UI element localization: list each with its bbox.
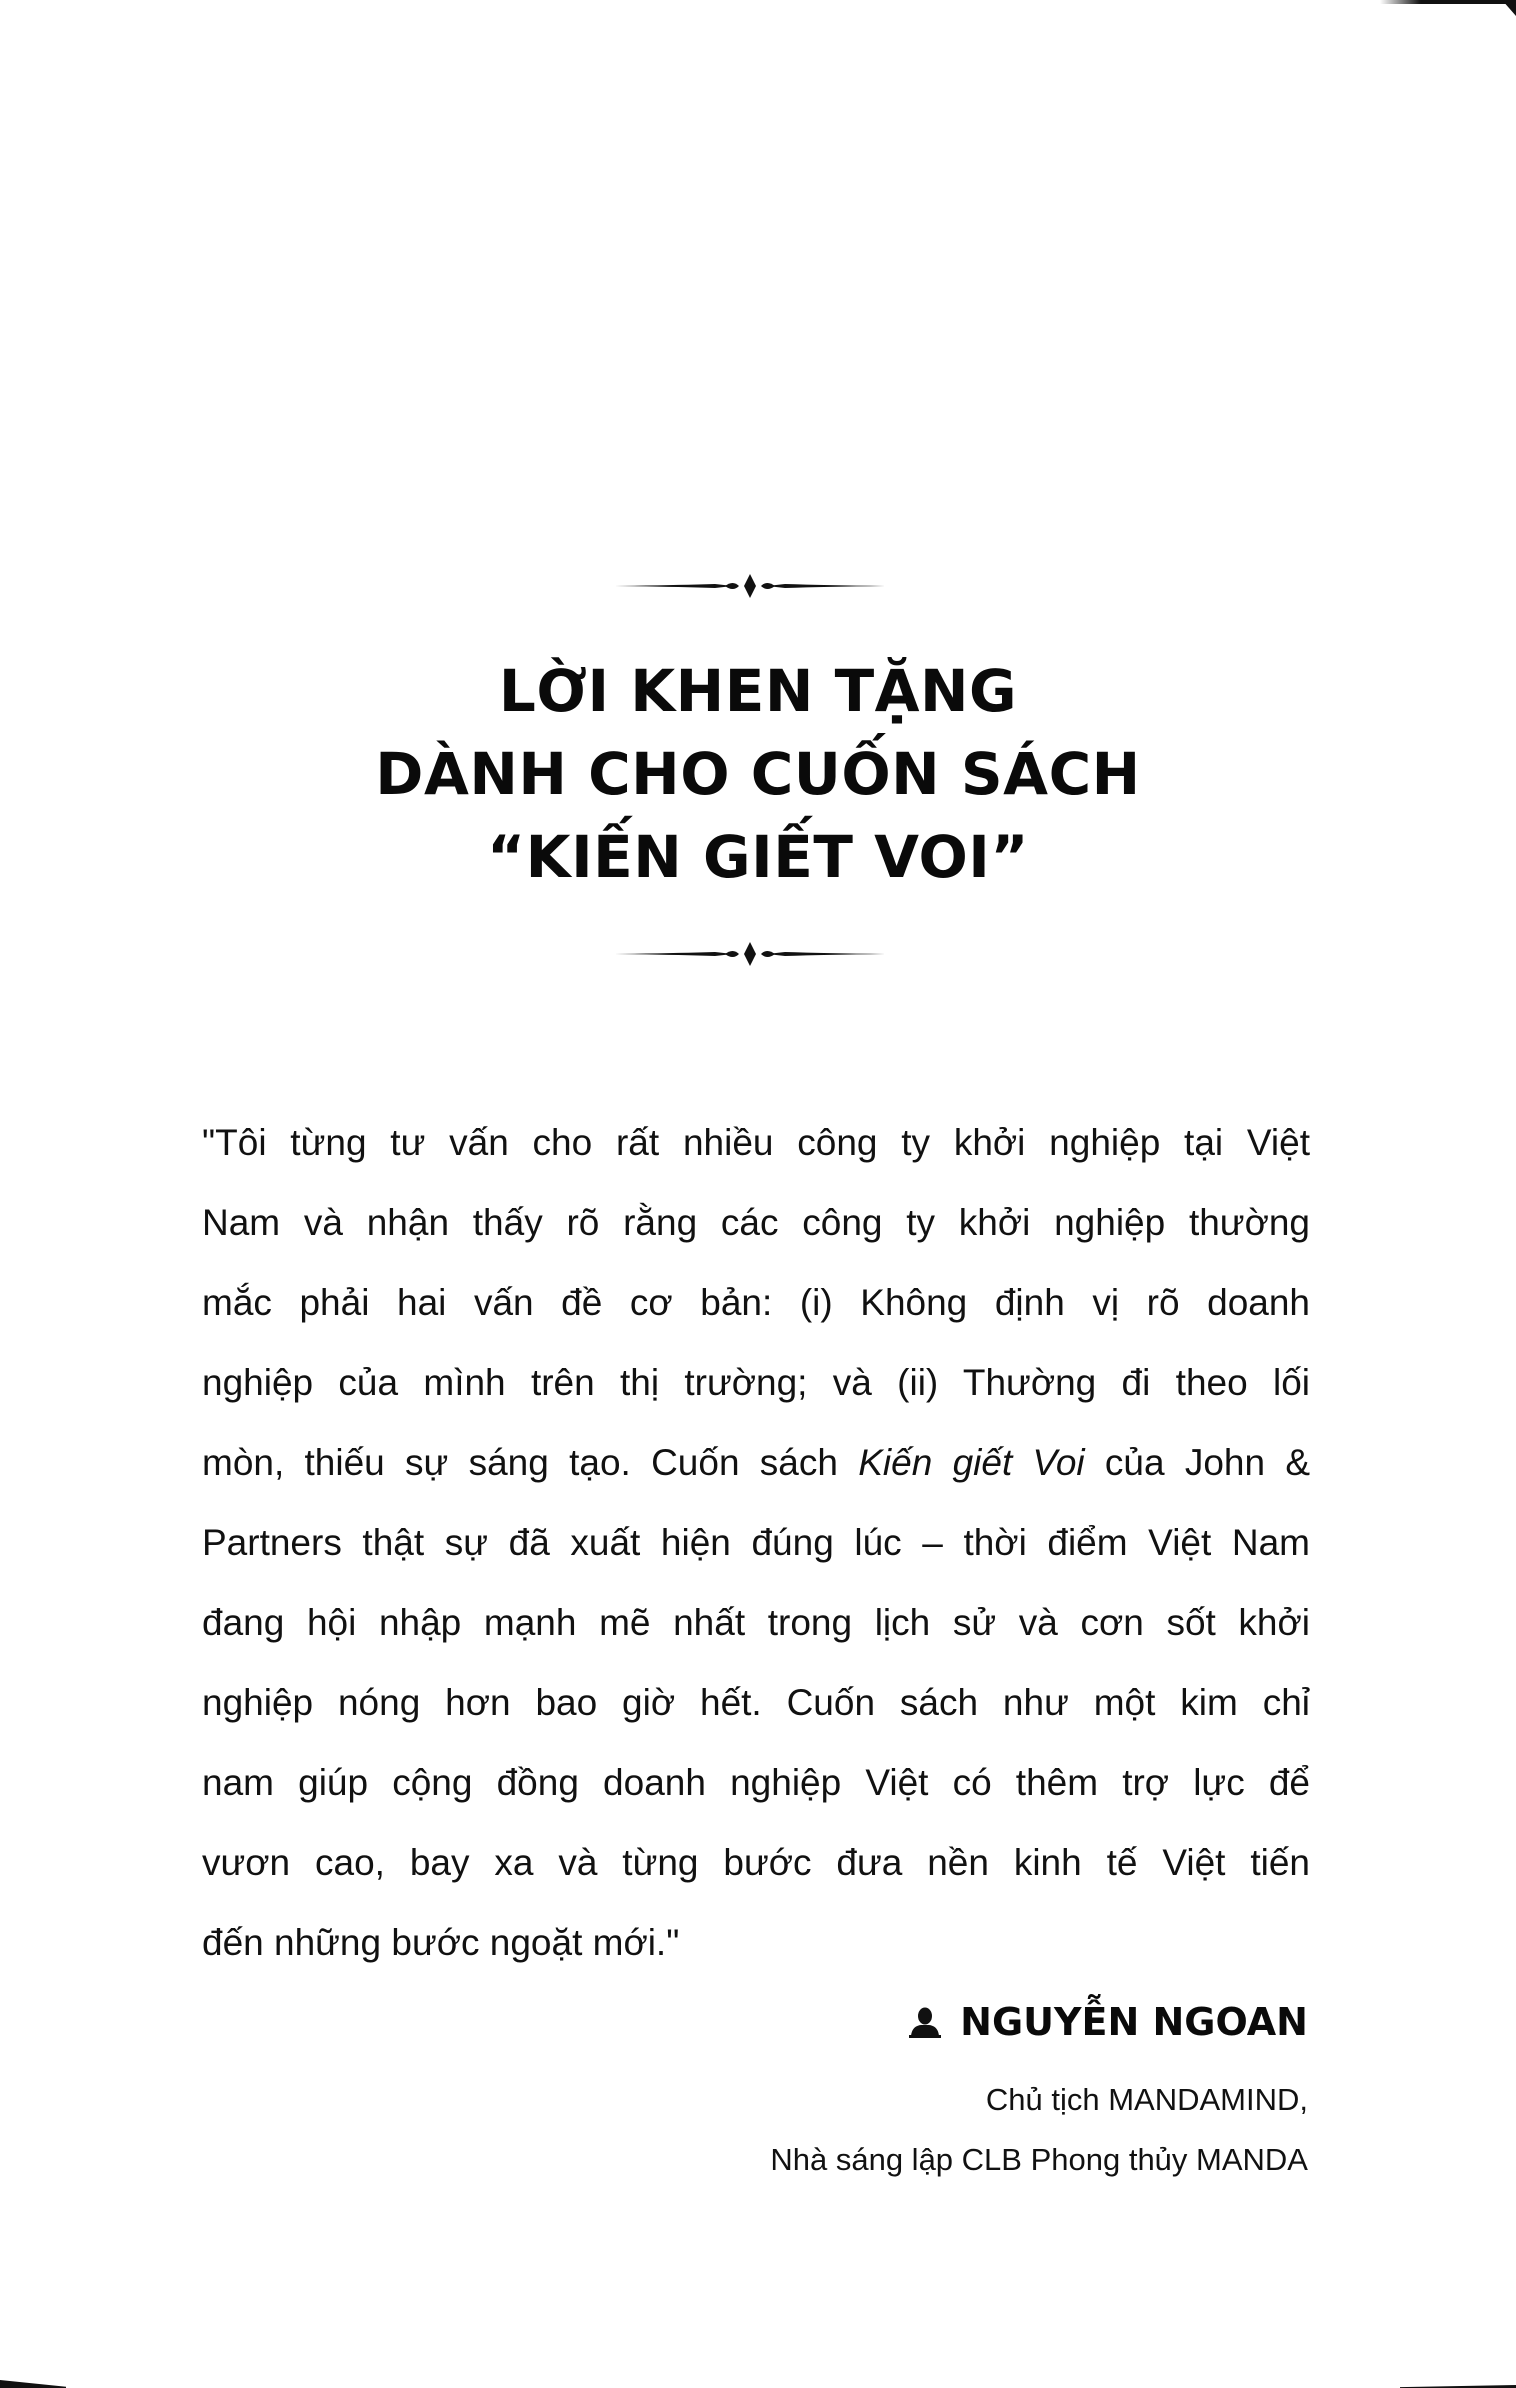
title-line-2: DÀNH CHO CUỐN SÁCH [375, 740, 1141, 808]
ornamental-divider-icon [615, 939, 885, 969]
quote-line: nghiệp nóng hơn bao giờ hết. Cuốn sách như một kim chỉ [202, 1682, 1310, 1723]
scan-edge-top [1380, 0, 1516, 4]
quote-line: nghiệp của mình trên thị trường; và (ii) Thường đi theo lối [202, 1362, 1310, 1403]
quote-line: đến những bước ngoặt mới." [202, 1922, 680, 1963]
title-line-3: “KIẾN GIẾT VOI” [487, 823, 1029, 891]
signature-block [770, 1992, 1308, 2190]
quote-line: Nam và nhận thấy rõ rằng các công ty khởi nghiệp thường [202, 1202, 1310, 1243]
title-line-1: LỜI KHEN TẶNG [498, 657, 1018, 725]
quote-line: vươn cao, bay xa và từng bước đưa nền kinh tế Việt tiến [202, 1842, 1310, 1883]
ornamental-divider-icon [615, 571, 885, 601]
page-title [0, 650, 1516, 899]
quote-text: mòn, thiếu sự sáng tạo. Cuốn sách [202, 1442, 859, 1483]
book-title-italic: Kiến giết Voi [858, 1442, 1085, 1483]
scan-edge-bottom-left [0, 2380, 66, 2388]
author-title: Chủ tịch MANDAMIND, [985, 2082, 1308, 2117]
quote-text: của John & [1084, 1442, 1311, 1483]
quote-line: mắc phải hai vấn đề cơ bản: (i) Không định vị rõ doanh [202, 1282, 1310, 1323]
quote-line [202, 1423, 1310, 1503]
author-name-row [770, 1992, 1308, 2052]
testimonial-quote [202, 1103, 1310, 1983]
author-affiliation: Nhà sáng lập CLB Phong thủy MANDA [770, 2142, 1308, 2177]
author-name: NGUYỄN NGOAN [960, 2000, 1308, 2044]
quote-line: "Tôi từng tư vấn cho rất nhiều công ty khởi nghiệp tại Việt [202, 1122, 1310, 1163]
person-icon [908, 2005, 942, 2039]
quote-line: Partners thật sự đã xuất hiện đúng lúc – thời điểm Việt Nam [202, 1522, 1310, 1563]
quote-line: nam giúp cộng đồng doanh nghiệp Việt có thêm trợ lực để [202, 1762, 1310, 1803]
quote-line: đang hội nhập mạnh mẽ nhất trong lịch sử và cơn sốt khởi [202, 1602, 1310, 1643]
